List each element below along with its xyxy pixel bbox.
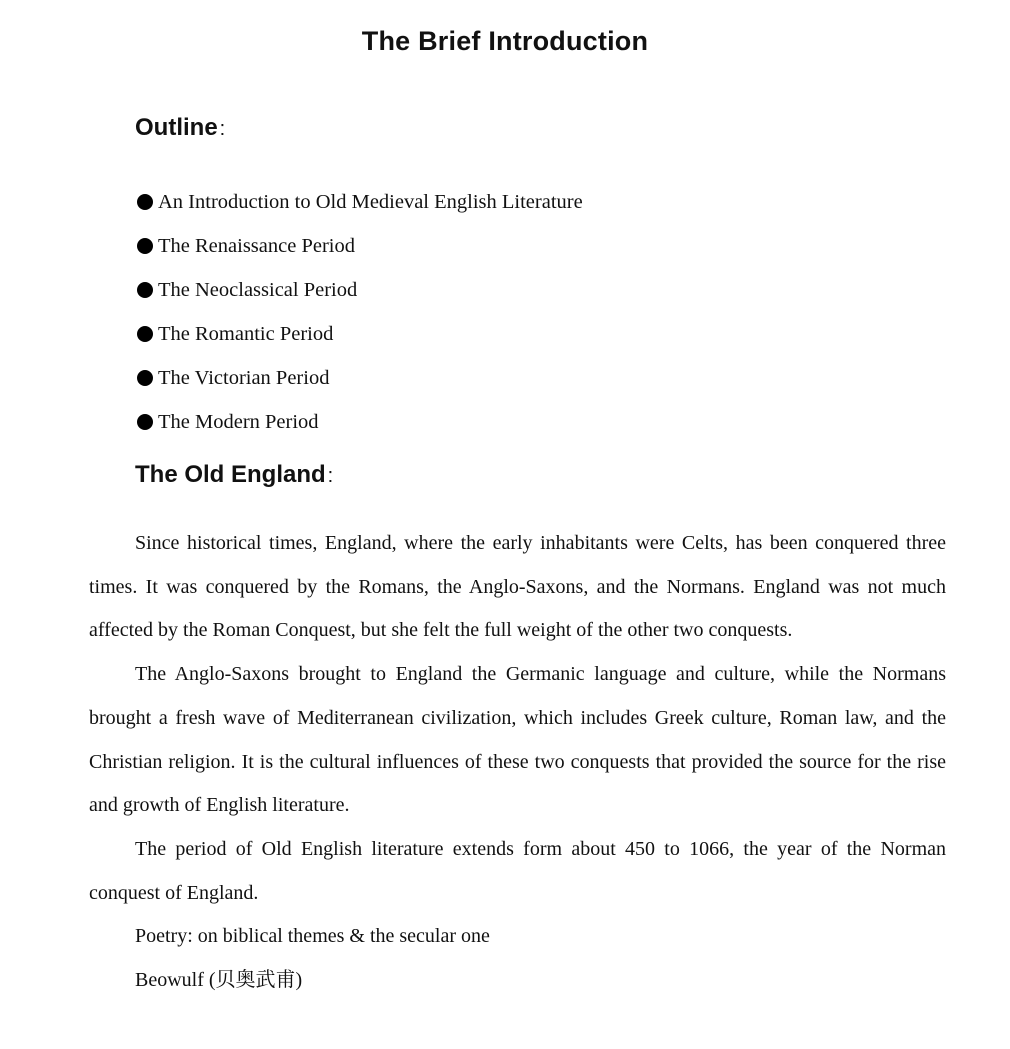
- outline-item-text: An Introduction to Old Medieval English Literature: [158, 191, 583, 213]
- outline-item: [135, 268, 583, 312]
- outline-item-text: The Victorian Period: [158, 367, 330, 389]
- outline-heading-colon: :: [219, 118, 226, 140]
- poetry-line: Poetry: on biblical themes & the secular one: [135, 925, 490, 948]
- outline-heading-text: Outline: [135, 114, 218, 141]
- bullet-icon: [137, 194, 153, 210]
- old-england-heading-text: The Old England: [135, 461, 326, 488]
- outline-item-text: The Romantic Period: [158, 323, 334, 345]
- page-title: The Brief Introduction: [361, 26, 649, 56]
- outline-heading: [135, 114, 225, 142]
- beowulf-line: Beowulf (贝奥武甫): [135, 969, 303, 992]
- outline-item: [135, 400, 583, 444]
- outline-item: [135, 356, 583, 400]
- body-paragraph: The period of Old English literature extends form about 450 to 1066, the year of the Norman conquest of England.: [89, 837, 946, 904]
- bullet-icon: [137, 238, 153, 254]
- old-england-heading-colon: :: [327, 465, 334, 487]
- body-paragraph: Since historical times, England, where the early inhabitants were Celts, has been conquered three times. It was conquered by the Romans, the Anglo-Saxons, and the Normans. England was not much affected by the Roman Conquest, but she felt the full weight of the other two conquests.: [89, 532, 946, 642]
- old-england-heading: [135, 461, 333, 489]
- outline-item-text: The Modern Period: [158, 411, 319, 433]
- outline-list: [135, 180, 583, 444]
- bullet-icon: [137, 326, 153, 342]
- bullet-icon: [137, 414, 153, 430]
- body-paragraph: The Anglo-Saxons brought to England the Germanic language and culture, while the Normans brought a fresh wave of Mediterranean civilization, which includes Greek culture, Roman law, and the Christian religion. It is the cultural influences of these two conquests that provided the source for the rise and growth of English literature.: [89, 663, 946, 817]
- bullet-icon: [137, 282, 153, 298]
- outline-item: [135, 180, 583, 224]
- outline-item: [135, 224, 583, 268]
- old-england-body: [89, 522, 946, 1003]
- outline-item-text: The Renaissance Period: [158, 235, 355, 257]
- outline-item: [135, 312, 583, 356]
- bullet-icon: [137, 370, 153, 386]
- outline-item-text: The Neoclassical Period: [158, 279, 358, 301]
